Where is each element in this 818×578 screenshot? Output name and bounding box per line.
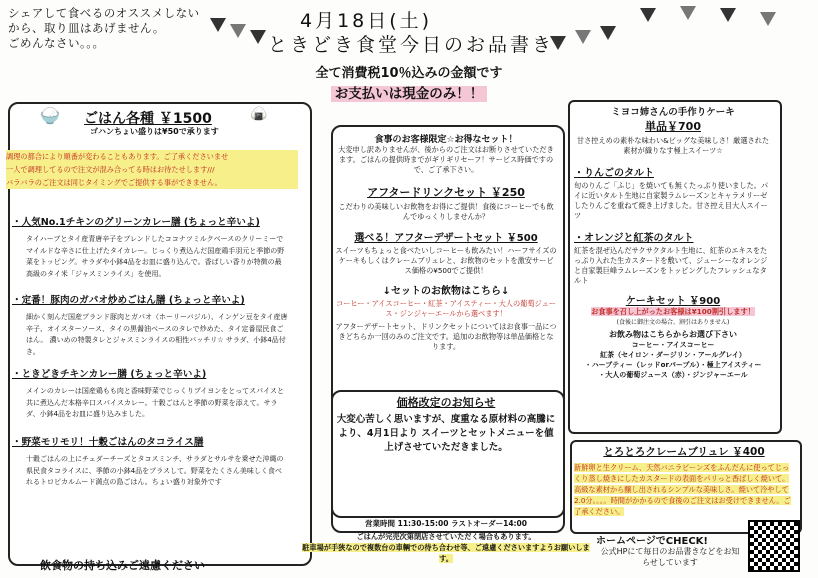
cake-set-discount <box>574 307 772 317</box>
bunting-flag <box>230 24 246 38</box>
bunting-flag <box>760 12 776 26</box>
sold-out-note: ごはんが完売次第閉店させていただく場合もあります。 <box>356 532 536 541</box>
dish-title: ・野菜モリモリ！十穀ごはんのタコライス膳 <box>12 437 204 448</box>
after-dessert-desc: スイーツもちょっと食べたいしコーヒーも飲みたい！ハーフサイズのケーキもしくはクレームブリュレと、お飲物のセットを激安サービス価格の¥500でご提供！ <box>335 246 557 275</box>
dish-taco-rice <box>12 434 288 489</box>
drink-choice-title: お飲み物はこちらからお選び下さい <box>609 330 737 339</box>
orange-tart-title: ・オレンジと紅茶のタルト <box>574 233 694 244</box>
notice-line: 一人で調理してるので注文が混み合ってる時はお待たせします/// <box>6 163 298 176</box>
bunting-flag <box>600 26 616 40</box>
cake-set-title: ケーキセット ￥900 <box>625 296 721 307</box>
dish-desc: 十穀ごはんの上にチェダーチーズとタコスミンチ、サラダとサルサを乗せた沖縄の県民食タコライスに、季節の小鉢4品をプラスして。野菜をたくさん美味しく食べれるトロピカルムード満点の島ごはん。ちょい盛り対象外です <box>26 455 284 486</box>
dish-desc: 細かく刻んだ国産ブランド豚肉とガパオ（ホーリーバジル）、インゲン豆をタイ産唐辛子、オイスターソース、タイの黒醤油ベースのタレで炒めた、タイ定番屋民食ごはん。 濃いめの特製タレとジャスミンライスの相性バッチリ☆ サラダ、小鉢4品付き。 <box>26 313 288 356</box>
homepage-title: ホームページでCHECK! <box>596 536 708 547</box>
after-dessert-title: 選べる！アフターデザートセット ￥500 <box>354 233 538 244</box>
kitchen-notice <box>6 150 298 189</box>
drink-choice-line: ・ハーブティー（レッドorパープル）・極上アイスティー <box>584 361 762 369</box>
dish-desc: タイハーブとタイ産青唐辛子をブレンドしたココナツミルクベースのクリーミーでマイルドな辛さに仕上げたタイカレー。じっくり煮込んだ国産鶏手羽元と季節の野菜をトッピング。サラダや小鉢4品をお皿に盛り込んで。香ばしい香りが特徴の最高級のタイ米「ジャスミンライス」を使用。 <box>26 235 285 278</box>
creme-brulee-title: とろとろクレームブリュレ ￥400 <box>603 446 765 458</box>
after-drink-desc: こだわりの美味しいお飲物をお得にご提供！食後にコーヒーでも飲んでゆっくりしませんか？ <box>338 202 554 221</box>
dish-title: ・ときどきチキンカレー膳 (ちょっと辛いよ) <box>12 369 207 380</box>
price-revision-title: 価格改定のお知らせ <box>396 396 496 409</box>
drink-choice-line: 紅茶（セイロン・ダージリン・アールグレイ） <box>600 351 746 359</box>
cake-title: ミヨコ姉さんの手作りケーキ <box>611 107 735 118</box>
menu-date: 4月18日(土) <box>300 10 433 32</box>
share-note: シェアして食べるのオススメしない から、取り皿はあげません。 ごめんなさい。。。 <box>8 6 200 50</box>
price-revision-content <box>335 394 557 455</box>
set-menu-content <box>335 132 557 352</box>
rice-bowl-icon: 🍚 <box>40 106 60 125</box>
dish-title: ・定番！豚肉のガパオ炒めごはん膳 (ちょっと辛いよ) <box>12 295 245 306</box>
no-outside-food-note: 飲食物の持ち込みご遠慮ください <box>40 559 205 572</box>
drink-choice-line: コーヒー・アイスコーヒー <box>631 341 715 349</box>
set-drink-list: コーヒー・アイスコーヒー・紅茶・アイスティー・大人の葡萄ジュース・ジンジャーエールから選べます！ <box>336 299 556 318</box>
orange-tart-desc: 紅茶を混ぜ込んだサクサクタルト生地に、紅茶のエキスをたっぷり入れた生カスタードを敷いて、ジューシーなオレンジと自家製巨峰ラムレーズンをトッピングしたフレッシュなタルト <box>574 246 768 285</box>
bunting-flag <box>575 30 591 44</box>
hours-block <box>300 518 592 564</box>
dish-chicken-curry <box>12 366 288 421</box>
cake-menu-content <box>574 104 772 380</box>
apple-tart-title: ・りんごのタルト <box>574 168 654 179</box>
page-title: ときどき食堂今日のお品書き <box>268 34 555 56</box>
dish-desc: メインのカレーは国産鶏もも肉と香味野菜でじっくりブイヨンをとってスパイスと共に煮込んだ本格辛口スパイスカレー。十穀ごはんと季節の野菜を添えて。サラダ、小鉢4品をお皿に盛り込みました。 <box>26 387 285 418</box>
cake-set-discount-note: (食後に御注文の場合、割引はありません) <box>616 319 730 326</box>
apple-tart-desc: 旬のりんご「ふじ」を焼いても無くたっぷり使いました。パイに近いタルト生地に自家製ラムレーズンとキャラメリーゼしたりんごを重ねて焼き上げました。甘さ控え目大人スイーツ <box>574 181 769 220</box>
cake-desc: 甘さ控えめの素朴な味わい&ビッグな美味しさ！厳選された素材が織りなす極上スイーツ☆ <box>576 136 770 155</box>
parking-note <box>300 542 592 564</box>
creme-brulee-content <box>574 444 794 517</box>
drink-choice-list <box>574 340 772 380</box>
bunting-flag <box>210 18 226 32</box>
set-drink-note: アフターデザートセット、ドリンクセットについてはお食事一品につきどちらか一回のみのご注文です。追加のお飲物等は単品価格となります。 <box>335 322 557 351</box>
notice-line: 調理の都合により順番が変わることもあります。ご了承くださいませ <box>6 150 298 163</box>
bunting-flag <box>640 8 656 22</box>
after-drink-title: アフタードリンクセット ￥250 <box>367 186 525 199</box>
onigiri-icon: 🍙 <box>250 106 268 122</box>
creme-brulee-desc <box>574 462 794 517</box>
bunting-flag <box>720 8 736 22</box>
parking-note-text: 駐車場が手狭なので複数台の車輌での待ち合わせ等、ご遠慮くださいますようお願いします。 <box>302 543 590 563</box>
bunting-flag <box>680 6 696 20</box>
price-revision-body: 大変心苦しく思いますが、度重なる原材料の高騰により、4月1日より スイーツとセットメニューを値上げさせていただきました。 <box>336 414 556 453</box>
rice-small-portion: ゴハンちょい盛りは¥50で承ります <box>90 127 219 136</box>
cake-price: 単品￥700 <box>645 120 701 133</box>
cake-set-discount-text: お食事を召し上がったお客様は¥100割引します！ <box>591 307 755 316</box>
business-hours: 営業時間 11:30-15:00 ラストオーダー14:00 <box>364 519 527 528</box>
cash-note: お支払いは現金のみ！！ <box>331 86 488 102</box>
dish-gapao <box>12 292 288 358</box>
dish-title: ・人気No.1チキンのグリーンカレー膳 (ちょっと辛いよ) <box>12 217 260 228</box>
qr-code[interactable] <box>748 520 800 572</box>
dish-green-curry <box>12 214 288 280</box>
cash-note-wrap <box>0 82 818 102</box>
set-desc: 大変申し訳ありませんが、後からのご注文はお断りさせていただきます。ごはんの提供時までがギリギリセーフ！サービス時価ですので、ご了承下さい。 <box>338 145 554 174</box>
rice-price-title: ごはん各種 ￥1500 <box>84 111 212 127</box>
creme-brulee-desc-text: 新鮮卵と生クリーム、天然バニラビーンズをふんだんに使ってじっくり蒸し焼きにしたカスタードの表面をパリっと香ばしく焼いて。高級な素材から醸し出されるシンプルな美味しさ。焼いて冷やして2.0分。。。。時間がかかるので食後のご注文はお受けできません。ご了承ください。 <box>574 463 791 516</box>
homepage-note: 公式HPにて毎日のお品書きなどをお知らせしています <box>600 547 740 567</box>
drink-choice-line: ・大人の葡萄ジュース（赤）・ジンジャーエール <box>598 371 748 379</box>
notice-line: バラバラのご注文は同じタイミングでご提供する事ができません。 <box>6 176 298 189</box>
bunting-flag <box>250 30 266 44</box>
set-title: 食事のお客様限定☆お得なセット！ <box>374 135 518 145</box>
tax-note: 全て消費税10％込みの金額です <box>315 66 503 81</box>
set-drink-heading: ↓セットのお飲物はこちら↓ <box>382 286 510 297</box>
